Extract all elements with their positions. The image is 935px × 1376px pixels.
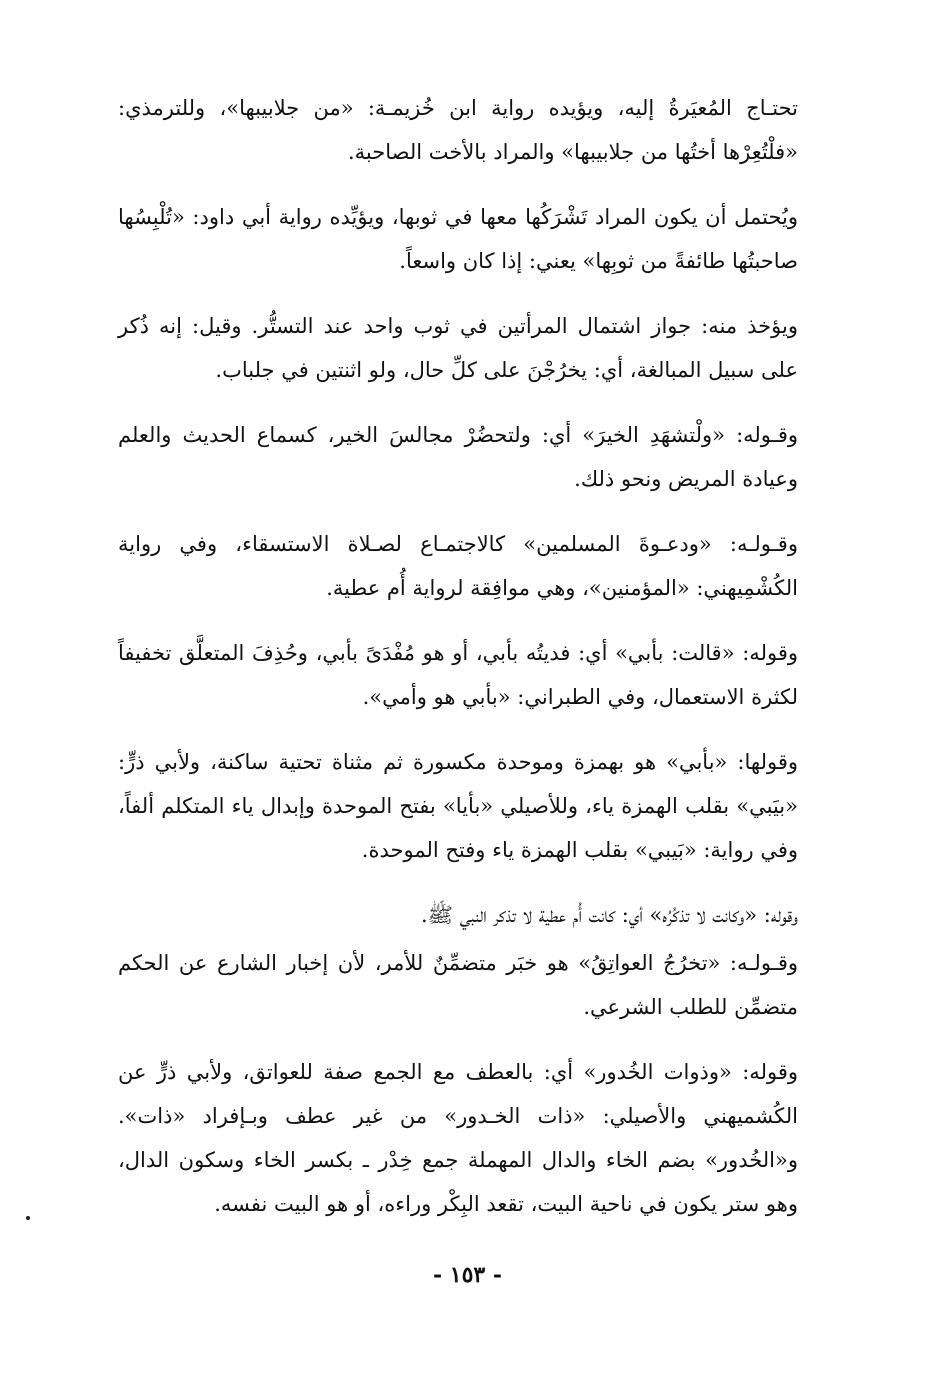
paragraph-4: وقـوله: «ولْتشهَدِ الخيرَ» أي: ولتحضُرْ مجالسَ الخير، كسماع الحديث والعلم وعيادة المريض ونحو ذلك. — [118, 423, 798, 491]
paragraph-9: وقـولـه: «تخرُجُ العواتِقُ» هو خبَر متضمِّنٌ للأمر، لأن إخبار الشارع عن الحكم متضمِّن للطلب الشرعي. — [118, 951, 798, 1019]
paragraph-2: ويُحتمل أن يكون المراد تَشْرَكُها معها في ثوبها، ويؤيِّده رواية أبي داود: «تُلْبِسُها صاحبتُها طائفةً من ثوبِها» يعني: إذا كان واسعاً. — [118, 205, 798, 273]
paragraph-7: وقولها: «بأبي» هو بهمزة وموحدة مكسورة ثم مثناة تحتية ساكنة، ولأبي ذرٍّ: «بيَبي» بقلب الهمزة ياء، وللأصيلي «بأيا» بفتح الموحدة وإبدال ياء المتكلم ألفاً، وفي رواية: «بَيبي» بقلب الهمزة ياء وفتح الموحدة. — [118, 750, 798, 862]
paragraph-1: تحتـاج المُعيَرةُ إليه، ويؤيده رواية ابن خُزيمـة: «من جلابيبها»، وللترمذي: «فلْتُعِرْها أختُها من جلابيبها» والمراد بالأخت الصاحبة. — [118, 96, 798, 164]
paragraph-10: وقوله: «وذوات الخُدور» أي: بالعطف مع الجمع صفة للعواتق، ولأبي ذرٍّ عن الكُشميهني والأصيلي: «ذات الخـدور» من غير عطف وبـإفراد «ذات». و«الخُدور» بضم الخاء والدال المهملة جمع خِدْر ـ بكسر الخاء وسكون الدال، وهو ستر يكون في ناحية البيت، تقعد البِكْر وراءه، أو هو البيت نفسه. — [118, 1060, 798, 1216]
paragraph-6: وقوله: «قالت: بأبي» أي: فديتُه بأبي، أو هو مُفْدَىً بأبي، وحُذِفَ المتعلَّق تخفيفاً لكثرة الاستعمال، وفي الطبراني: «بأبي هو وأمي». — [118, 641, 798, 709]
scan-speck — [26, 1216, 30, 1220]
page-number: - ١٥٣ - — [432, 1262, 503, 1288]
paragraph-3: ويؤخذ منه: جواز اشتمال المرأتين في ثوب واحد عند التستُّر. وقيل: إنه ذُكر على سبيل المبالغة، أي: يخرُجْنَ على كلِّ حال، ولو اثنتين في جلباب. — [118, 314, 798, 382]
paragraph-5: وقـولـه: «ودعـوةَ المسلمين» كالاجتمـاع لصـلاة الاستسقاء، وفي رواية الكُشْمِيهني: «المؤمنين»، وهي موافِقة لرواية أُم عطية. — [118, 532, 798, 600]
paragraph-8: وقوله: «وكانت لا تذكُرُه» أي: كانت أُم عطية لا تذكر النبي ﷺ. — [420, 903, 798, 927]
page-body — [118, 86, 798, 1226]
